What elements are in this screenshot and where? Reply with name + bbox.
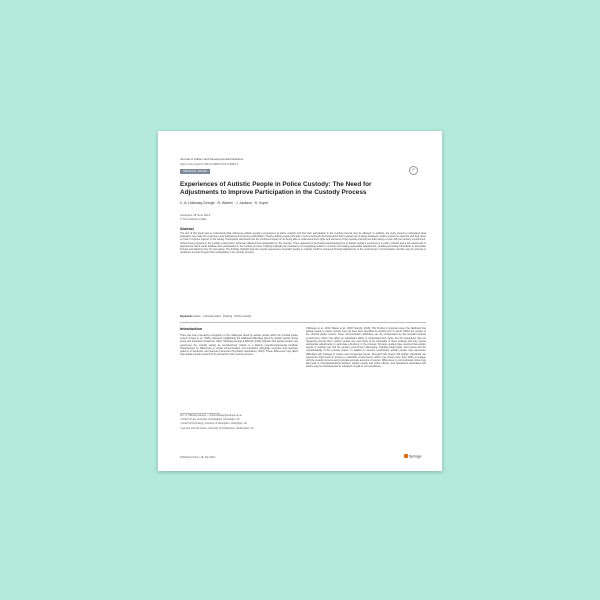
article-type-tag: ORIGINAL PAPER	[180, 169, 210, 174]
publisher-name: Springer	[409, 454, 422, 459]
affiliation-item: ³ Law and Criminal Justice, University of Northampton, Northampton, UK	[180, 427, 254, 430]
journal-name: Journal of Autism and Developmental Disorders	[180, 157, 244, 161]
abstract-heading: Abstract	[180, 227, 194, 231]
introduction-left-column: There has been increasing recognition of the challenges faced by autistic people within the criminal justice system (Crane et al., 2016). Research highlighting the additional difficulties faced by autistic people during arrest and interviews (Chapman, 2019; Holloway-George & Mitchell, 2019) indicates that autistic people may experience the custody setting as overwhelming. Autism is a lifelong neurodevelopmental condition characterised by differences in social communication and interaction alongside restricted and repetitive patterns of behaviour and interests (American Psychiatric Association, 2013). These differences may affect how autistic people respond to the demands of the custody process.	[180, 334, 298, 357]
author-list: C. A. Holloway-George · N. Warren · J. Jackson · D. Koper	[180, 201, 269, 205]
affiliation-item: ¹ School of Law, University of Nottingham, Nottingham, UK	[180, 419, 240, 422]
publisher-logo	[404, 454, 422, 459]
paper-title: Experiences of Autistic People in Police Custody: The Need for Adjustments to Improve Participation in the Custody Process	[180, 181, 372, 196]
paper-page	[158, 131, 442, 471]
crossmark-icon[interactable]: ✓	[409, 166, 418, 175]
publication-dates: Accepted: 28 June 2021 © The Author(s) 2021	[180, 213, 211, 221]
affiliation-item: ² School of Psychology, University of Nottingham, Nottingham, UK	[180, 423, 247, 426]
abstract-text: The aim of this study was to understand what influences autistic people's experiences of police custody and how their participation in the custody process may be affected. In addition, the study aimed to understand what strategies may make the experience less distressing and improve participation. Twelve autistic people took part in semi-structured interviews about their experiences of being detained in police custody as suspects and their ideas on how to improve support in this setting. Participants discussed how the combined impact of not being able to understand their rights and elements of the custody environment and having to cope with the sensory environment, without being involved in the custody environment, adversely affected their participation in the process. There appeared to be limited acknowledgement of autistic people's experiences in police custody and a low awareness of adjustments which could facilitate their participation in the custody process. Findings highlight the importance of recognising autism in custody and making reasonable adjustments, including providing information in accessible formats and allowing time for processing. The findings highlight how the overall experiences of autistic people in custody could be improved through adjustments to the environment, communication and the way the process is explained, to better support their participation in the custody process.	[180, 232, 426, 255]
keywords: Keywords Autism · Criminal justice · Policing · Police custody	[180, 315, 252, 318]
divider	[180, 322, 426, 323]
doi-link[interactable]: https://doi.org/10.1007/s10803-021-04996-1	[180, 162, 239, 166]
introduction-heading: Introduction	[180, 327, 203, 331]
affiliation-item: ✉ C. A. Holloway-George — chloe.holloway@example.ac.uk	[180, 415, 242, 417]
published-online: Published online: 16 July 2021	[180, 456, 216, 459]
springer-horse-icon	[404, 454, 408, 458]
affiliations	[180, 415, 298, 432]
introduction-right-column: (Holloway et al., 2020; Maras et al., 2018; Murphy, 2018). This finding is important given the likelihood that autistic people in police custody may not have been identified as autistic prior to arrest. Within the context of the criminal justice system, these communication difficulties can be compounded by the stressful custody environment, which may affect an individual's ability to understand their rights and the procedures that are happening around them. Autistic people are more likely to be vulnerable in these settings and may require appropriate adjustments to participate effectively in the process. Previous studies have reported that autistic people in custody may find the sensory environment distressing, including bright lights, loud noises and the unpredictability of the custody routine. In addition to sensory sensitivities, autistic people may experience difficulties with changes to routine and unexpected events. Research has shown that autistic individuals can experience high levels of anxiety in unfamiliar environments, which may impact upon their ability to engage with the custody process and to provide accurate accounts of events. Differences in communication styles may also lead to misunderstandings between autistic people and police officers, and behaviours associated with autism may be misinterpreted as indicators of guilt or non-compliance.	[306, 327, 426, 369]
footnote-divider	[180, 413, 220, 414]
keywords-list: Autism · Criminal justice · Policing · Police custody	[192, 315, 252, 318]
